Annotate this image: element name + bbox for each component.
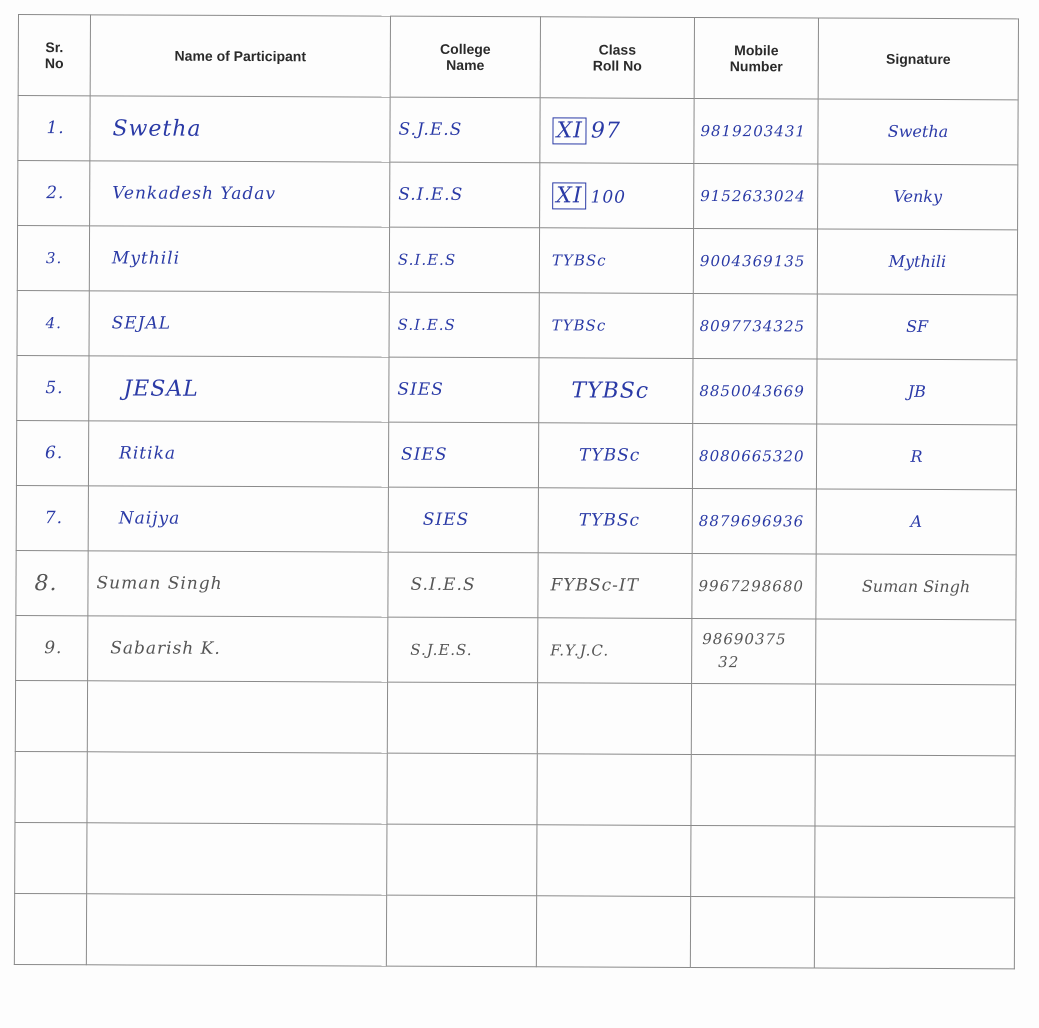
empty-cell	[691, 683, 815, 755]
name-cell	[88, 486, 388, 552]
table-row	[17, 290, 1017, 359]
mobile-cell	[692, 553, 816, 619]
table-row	[18, 96, 1018, 165]
college-cell	[388, 422, 538, 488]
signature-cell	[818, 99, 1018, 165]
signature-mark: A	[910, 511, 923, 531]
participant-name: Suman Singh	[96, 573, 223, 594]
mobile-value: 9819203431	[700, 121, 806, 140]
signature-mark: Swetha	[887, 121, 949, 142]
sr-cell	[18, 161, 90, 226]
mobile-cell	[693, 358, 817, 424]
header-class-roll: Class Roll No	[540, 17, 694, 99]
signature-cell	[816, 619, 1016, 685]
signature-mark: Venky	[893, 186, 943, 207]
college-value: SIES	[401, 444, 448, 465]
empty-row	[15, 680, 1015, 755]
sr-cell	[18, 96, 90, 161]
mobile-value: 9967298680	[698, 576, 804, 595]
mobile-cell	[694, 98, 818, 164]
class-value: TYBSc	[578, 510, 641, 531]
signature-mark: SF	[906, 316, 929, 336]
sr-value: 4.	[45, 313, 63, 332]
signature-mark: R	[910, 446, 923, 466]
participant-name: JESAL	[123, 375, 199, 402]
class-cell	[539, 293, 693, 359]
signature-cell	[816, 489, 1016, 555]
college-value: S.I.E.S	[410, 574, 476, 596]
sr-cell	[17, 290, 89, 355]
sr-value: 3.	[45, 248, 63, 267]
mobile-cell	[692, 618, 816, 684]
sr-value: 7.	[44, 508, 64, 529]
name-cell	[88, 616, 388, 682]
college-value: S.I.E.S	[398, 184, 464, 205]
empty-cell	[386, 895, 536, 967]
roll-value: 97	[590, 118, 621, 144]
name-cell	[89, 356, 389, 422]
college-cell	[389, 292, 539, 358]
class-cell	[538, 423, 692, 489]
college-cell	[388, 487, 538, 553]
sr-value: 6.	[45, 443, 64, 464]
header-signature: Signature	[818, 18, 1018, 100]
empty-cell	[15, 822, 87, 893]
sr-value: 9.	[44, 638, 63, 659]
table-row	[16, 420, 1016, 489]
header-sr-no: Sr. No	[18, 15, 90, 96]
college-value: S.J.E.S.	[410, 640, 473, 659]
college-value: SIES	[397, 379, 444, 400]
empty-cell	[387, 753, 537, 825]
table-row	[17, 355, 1017, 424]
sr-cell	[17, 355, 89, 420]
name-cell	[90, 161, 390, 227]
college-cell	[390, 162, 540, 228]
signature-cell	[816, 424, 1016, 490]
empty-cell	[87, 823, 387, 895]
class-value: TYBSc	[551, 250, 607, 270]
empty-row	[14, 893, 1014, 968]
participant-name: Venkadesh Yadav	[112, 183, 277, 205]
mobile-cell	[694, 163, 818, 229]
empty-cell	[537, 754, 691, 826]
empty-cell	[387, 824, 537, 896]
empty-cell	[815, 826, 1015, 898]
table-row	[16, 485, 1016, 554]
empty-cell	[87, 752, 387, 824]
empty-cell	[691, 825, 815, 897]
empty-cell	[86, 894, 386, 966]
mobile-value: 9152633024	[700, 186, 806, 205]
signature-cell	[817, 229, 1017, 295]
sr-value: 1.	[46, 118, 65, 139]
signature-cell	[817, 294, 1017, 360]
empty-row	[15, 751, 1015, 826]
class-box: XI	[552, 182, 586, 209]
name-cell	[89, 226, 389, 292]
header-name: Name of Participant	[90, 15, 390, 97]
college-value: S.I.E.S	[397, 250, 457, 269]
sr-value: 8.	[34, 570, 58, 596]
college-cell	[389, 227, 539, 293]
empty-row	[15, 822, 1015, 897]
table-row	[16, 550, 1016, 619]
header-row	[18, 15, 1018, 100]
participant-name: Ritika	[119, 443, 177, 464]
mobile-cell	[693, 228, 817, 294]
class-cell	[539, 228, 693, 294]
empty-cell	[387, 682, 537, 754]
participant-table	[14, 14, 1019, 969]
college-cell	[390, 97, 540, 163]
participant-table-wrapper	[14, 14, 1018, 1018]
mobile-cell	[692, 423, 816, 489]
class-value: TYBSc	[579, 445, 641, 466]
empty-cell	[690, 896, 814, 968]
signature-mark: JB	[907, 381, 926, 401]
name-cell	[89, 291, 389, 357]
mobile-cell	[692, 488, 816, 554]
signature-cell	[818, 164, 1018, 230]
table-row	[17, 226, 1017, 295]
participant-name: Sabarish K.	[110, 638, 221, 659]
mobile-value: 8080665320	[699, 446, 805, 465]
mobile-value-line2: 32	[718, 653, 740, 672]
empty-cell	[691, 754, 815, 826]
empty-cell	[15, 680, 87, 751]
name-cell	[88, 421, 388, 487]
participant-name: Naijya	[118, 508, 181, 529]
name-cell	[88, 551, 388, 617]
sr-cell	[16, 615, 88, 680]
college-cell	[388, 552, 538, 618]
mobile-value: 9004369135	[699, 251, 806, 270]
sr-cell	[16, 420, 88, 485]
mobile-value: 8879696936	[698, 511, 805, 530]
empty-cell	[814, 897, 1014, 969]
mobile-cell	[693, 293, 817, 359]
class-cell	[540, 163, 694, 229]
table-row	[16, 615, 1016, 684]
college-value: S.I.E.S	[397, 315, 456, 334]
class-cell	[538, 618, 692, 684]
empty-cell	[15, 751, 87, 822]
class-value: FYBSc-IT	[550, 575, 640, 596]
class-cell	[538, 553, 692, 619]
header-mobile: Mobile Number	[694, 17, 818, 99]
mobile-value: 8850043669	[699, 381, 805, 400]
participant-name: Mythili	[111, 248, 181, 269]
empty-cell	[536, 896, 690, 968]
sr-value: 5.	[45, 378, 64, 399]
class-cell	[540, 98, 694, 164]
signature-mark: Suman Singh	[861, 576, 971, 597]
empty-cell	[14, 893, 86, 964]
participant-name: Swetha	[112, 115, 202, 142]
table-row	[18, 161, 1018, 230]
signature-cell	[817, 359, 1017, 425]
empty-cell	[815, 755, 1015, 827]
sr-cell	[16, 550, 88, 615]
college-value: SIES	[422, 509, 470, 530]
header-college: College Name	[390, 16, 540, 98]
sr-cell	[16, 485, 88, 550]
sr-cell	[17, 226, 89, 291]
empty-cell	[537, 825, 691, 897]
participant-name: SEJAL	[111, 313, 172, 334]
class-value: F.Y.J.C.	[550, 640, 610, 660]
signature-mark: Mythili	[888, 251, 947, 272]
mobile-value-line1: 98690375	[702, 629, 787, 649]
college-cell	[389, 357, 539, 423]
mobile-value: 8097734325	[699, 316, 806, 335]
class-cell	[539, 358, 693, 424]
roll-value: 100	[590, 187, 627, 208]
name-cell	[90, 96, 390, 162]
college-value: S.J.E.S	[398, 119, 463, 140]
empty-cell	[537, 683, 691, 755]
class-value: TYBSc	[551, 315, 607, 335]
empty-cell	[87, 681, 387, 753]
signature-cell	[816, 554, 1016, 620]
empty-cell	[815, 684, 1015, 756]
sr-value: 2.	[46, 183, 65, 204]
class-box: XI	[552, 117, 586, 144]
class-cell	[538, 488, 692, 554]
class-value: TYBSc	[571, 377, 650, 404]
college-cell	[388, 617, 538, 683]
